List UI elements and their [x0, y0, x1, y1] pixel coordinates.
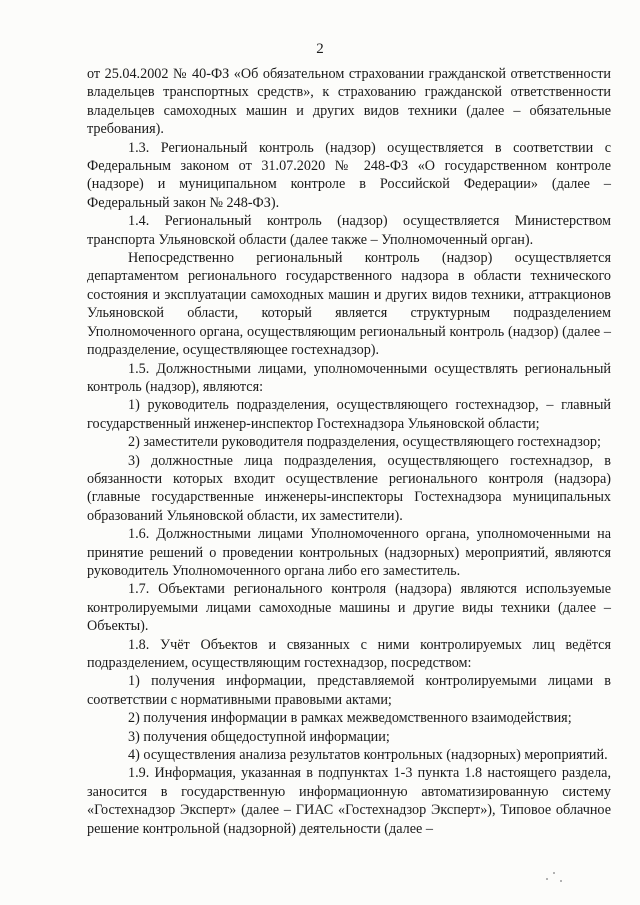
document-body	[87, 65, 611, 838]
page-number: 2	[316, 41, 324, 57]
paragraph-1-6: 1.6. Должностными лицами Уполномоченного органа, уполномоченными на принятие решений о проведении контрольных (надзорных) мероприятий, являются руководитель Уполномоченного органа либо его заместитель.	[87, 526, 611, 579]
list-item-1-8-2: 2) получения информации в рамках межведомственного взаимодействия;	[128, 710, 572, 727]
paragraph-1-7: 1.7. Объектами регионального контроля (надзора) являются используемые контролируемыми лицами самоходные машины и другие виды техники (далее – Объекты).	[87, 581, 611, 635]
paragraph-1-8: 1.8. Учёт Объектов и связанных с ними контролируемых лиц ведётся подразделением, осуществляющим гостехнадзор, посредством:	[87, 636, 611, 671]
paragraph-continuation: от 25.04.2002 № 40-ФЗ «Об обязательном страховании гражданской ответственности владельцев транспортных средств», к страхованию гражданской ответственности владельцев самоходных машин и других видов техники (далее – обязательные требования).	[87, 66, 611, 138]
list-item-1-5-1: 1) руководитель подразделения, осуществляющего гостехнадзор, – главный государственный инженер-инспектор Гостехнадзора Ульяновской области;	[87, 397, 611, 432]
list-item-1-8-3: 3) получения общедоступной информации;	[128, 728, 390, 745]
list-item-1-5-2: 2) заместители руководителя подразделения, осуществляющего гостехнадзор;	[128, 434, 601, 451]
scan-speck	[553, 872, 555, 874]
paragraph-1-5: 1.5. Должностными лицами, уполномоченными осуществлять региональный контроль (надзор), являются:	[87, 360, 611, 395]
list-item-1-8-1: 1) получения информации, представляемой контролируемыми лицами в соответствии с нормативными правовыми актами;	[87, 673, 611, 708]
list-item-1-8-4: 4) осуществления анализа результатов контрольных (надзорных) мероприятий.	[128, 747, 608, 764]
paragraph-1-4: 1.4. Региональный контроль (надзор) осуществляется Министерством транспорта Ульяновской области (далее также – Уполномоченный орган).	[87, 213, 611, 248]
paragraph-department: Непосредственно региональный контроль (надзор) осуществляется департаментом регионального государственного надзора в области технического состояния и эксплуатации самоходных машин и других видов техники, аттракционов Ульяновской области, который является структурным подразделением Уполномоченного органа, осуществляющим региональный контроль (надзор) (далее – подразделение, осуществляющее гостехнадзор).	[87, 250, 611, 359]
paragraph-1-3: 1.3. Региональный контроль (надзор) осуществляется в соответствии с Федеральным законом от 31.07.2020 № 248-ФЗ «О государственном контроле (надзоре) и муниципальном контроле в Российской Федерации» (далее – Федеральный закон № 248-ФЗ).	[87, 139, 611, 211]
paragraph-1-9: 1.9. Информация, указанная в подпунктах 1-3 пункта 1.8 настоящего раздела, заносится в государственную информационную автоматизированную систему «Гостехнадзор Эксперт» (далее – ГИАС «Гостехнадзор Эксперт»), Типовое облачное решение контрольной (надзорной) деятельности (далее –	[87, 765, 611, 837]
scan-speck	[546, 878, 548, 880]
list-item-1-5-3: 3) должностные лица подразделения, осуществляющего гостехнадзор, в обязанности которых входит осуществление регионального контроля (надзора) (главные государственные инженеры-инспекторы Гостехнадзора муниципальных образований Ульяновской области, их заместители).	[87, 452, 611, 524]
scan-speck	[560, 880, 562, 882]
